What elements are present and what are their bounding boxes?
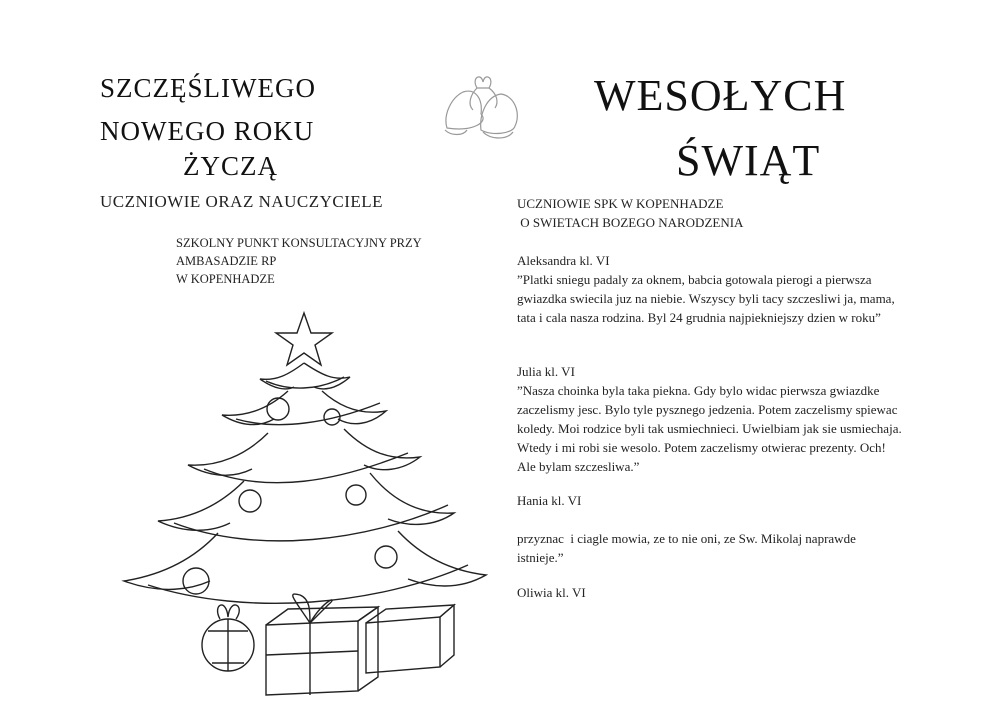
entry-text: przyznac i ciagle mowia, ze to nie oni, ze Sw. Mikolaj naprawde istnieje.” (517, 531, 860, 565)
entry-author: Oliwia kl. VI (517, 585, 586, 600)
entry-author: Hania kl. VI (517, 493, 582, 508)
school-name-line3: W KOPENHADZE (176, 272, 275, 286)
right-title-line1: WESOŁYCH (594, 71, 847, 120)
christmas-bells-icon (433, 70, 525, 140)
entry-text: ”Nasza choinka byla taka piekna. Gdy bylo widac pierwsza gwiazdke zaczelismy jesc. Bylo tyle pysznego jedzenia. Potem zaczelismy spiewac koledy. Moi rodzice byli tak usmiechnieci. Uwielbiam jak sie usmiechaja. Wtedy i mi robi sie wesolo. Potem zaczelismy otwierac prezenty. Och! Ale bylam szczesliwa.” (517, 383, 902, 474)
left-title-line1: SZCZĘŚLIWEGO (100, 73, 316, 103)
school-name-line2: AMBASADZIE RP (176, 254, 277, 268)
left-title-line3: ŻYCZĄ (183, 151, 278, 181)
right-title-line2: ŚWIĄT (676, 136, 821, 185)
christmas-tree-icon (118, 305, 498, 697)
left-title-line2: NOWEGO ROKU (100, 116, 315, 146)
intro-line2: O SWIETACH BOZEGO NARODZENIA (517, 215, 744, 230)
entry-text: ”Platki sniegu padaly za oknem, babcia gotowala pierogi a pierwsza gwiazdka swiecila juz na niebie. Wszyscy byli tacy szczesliwi ja, mama, tata i cala nasza rodzina. Byl 24 grudnia najpiekniejszy dzien w roku” (517, 272, 895, 325)
left-subtitle: UCZNIOWIE ORAZ NAUCZYCIELE (100, 192, 384, 211)
entry-author: Aleksandra kl. VI (517, 253, 610, 268)
intro-line1: UCZNIOWIE SPK W KOPENHADZE (517, 196, 724, 211)
entry-author: Julia kl. VI (517, 364, 575, 379)
school-name-line1: SZKOLNY PUNKT KONSULTACYJNY PRZY (176, 236, 422, 250)
